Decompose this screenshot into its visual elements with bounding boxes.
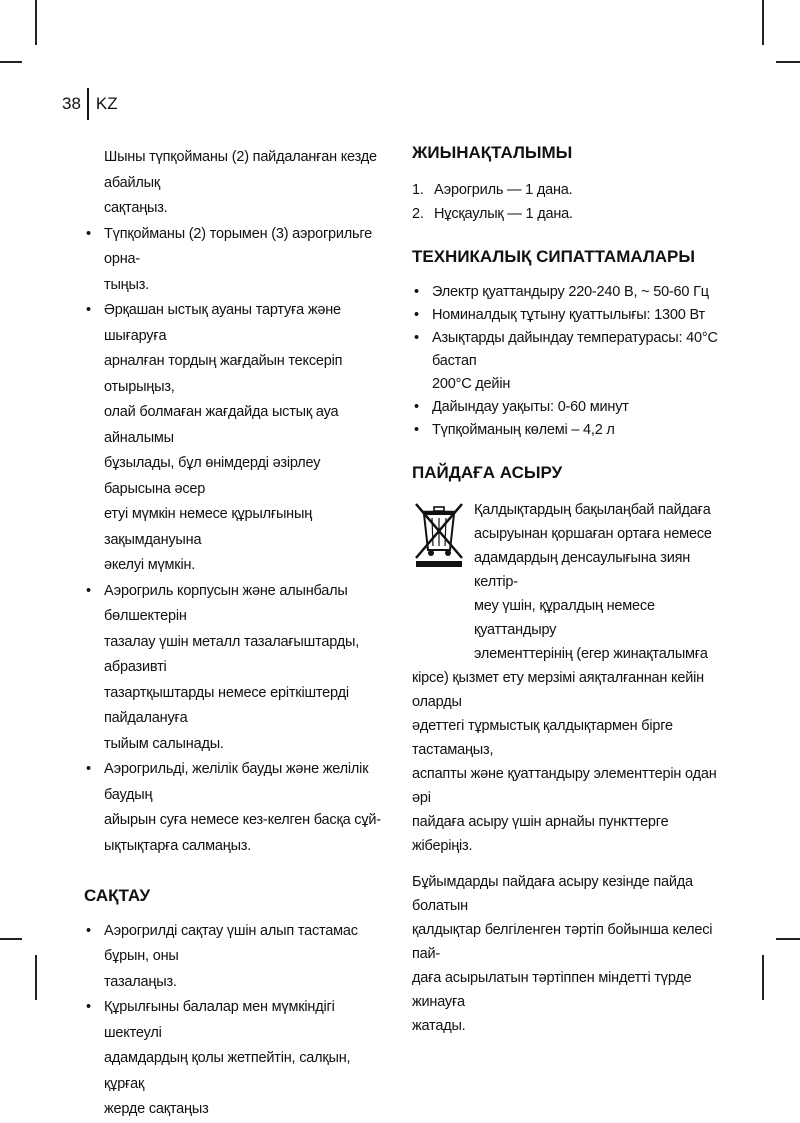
text-line: тазалау үшін металл тазалағыштарды, абразивті	[104, 633, 360, 675]
right-column	[412, 140, 722, 1038]
specs-heading: ТЕХНИКАЛЫҚ СИПАТТАМАЛАРЫ	[412, 246, 696, 266]
text-line: • Түпқойманың көлемі – 4,2 л	[432, 422, 615, 438]
text-line: меу үшін, құралдың немесе қуаттандыру	[474, 597, 655, 638]
text-line: • Дайындау уақыты: 0-60 минут	[432, 399, 629, 415]
text-line: • Азықтарды дайындау температурасы: 40°С бастап	[432, 330, 718, 369]
list-item	[412, 327, 722, 396]
item-text: Нұсқаулық — 1 дана.	[434, 205, 573, 222]
contents-list	[412, 178, 722, 226]
text-line: сақтаңыз.	[104, 200, 168, 216]
storage-heading: САҚТАУ	[84, 886, 151, 905]
disposal-paragraph-2	[412, 870, 722, 1038]
text-line: Қалдықтардың бақылаңбай пайдаға	[474, 501, 711, 518]
text-line: тыйым салынады.	[104, 735, 224, 752]
text-line: 200°С дейін	[432, 376, 511, 392]
item-text: Аэрогриль — 1 дана.	[434, 181, 573, 198]
list-item	[412, 396, 722, 419]
text-line: бұзылады, бұл өнімдерді әзірлеу барысына әсер	[104, 455, 321, 497]
crop-mark	[35, 0, 37, 45]
list-item	[84, 298, 384, 579]
contents-heading: ЖИЫНАҚТАЛЫМЫ	[412, 143, 573, 162]
crop-mark	[0, 938, 22, 940]
disposal-text	[412, 666, 722, 858]
text-line: • Номиналдық тұтыну қуаттылығы: 1300 Вт	[432, 307, 705, 323]
list-item	[84, 757, 384, 859]
text-line: • Аэрогрильді, желілік бауды және желілік баудың	[104, 761, 369, 803]
text-line: әкелуі мүмкін.	[104, 557, 196, 573]
text-line: адамдардың денсаулығына зиян келтір-	[474, 549, 691, 590]
disposal-heading: ПАЙДАҒА АСЫРУ	[412, 463, 563, 482]
text-line: Шыны түпқойманы (2) пайдаланған кезде абайлық	[104, 149, 377, 191]
text-line: даға асырылатын тәртіппен міндетті түрде жинауға	[412, 969, 692, 1010]
intro-text	[84, 145, 384, 222]
list-item	[412, 281, 722, 304]
text-line: олай болмаған жағдайда ыстық ауа айналымы	[104, 404, 339, 446]
list-item	[412, 304, 722, 327]
text-line: асыруынан қоршаған ортаға немесе	[474, 525, 712, 542]
text-line: қалдықтар белгіленген тәртіп бойынша келесі пай-	[412, 921, 713, 962]
text-line: айырын суға немесе кез-келген басқа сұй-	[104, 812, 381, 828]
crop-mark	[0, 61, 22, 63]
storage-bullet-list	[84, 919, 384, 1123]
text-line: пайдаға асыру үшін арнайы пункттерге жіберіңіз.	[412, 813, 669, 854]
care-bullet-list	[84, 222, 384, 860]
list-item	[84, 995, 384, 1123]
text-line: • Аэрогрилді сақтау үшін алып тастамас бұрын, оны	[104, 922, 358, 964]
list-item	[84, 222, 384, 299]
item-number: 1.	[412, 181, 424, 198]
item-number: 2.	[412, 205, 424, 222]
text-line: тазалаңыз.	[104, 973, 177, 990]
header-divider	[87, 88, 89, 120]
crop-mark	[776, 61, 800, 63]
list-item	[84, 579, 384, 758]
text-line: жерде сақтаңыз	[104, 1101, 209, 1117]
page-header	[62, 88, 118, 120]
text-line: • Электр қуаттандыру 220-240 В, ~ 50-60 Гц	[432, 284, 709, 300]
crossed-out-wheelie-bin-icon	[412, 500, 466, 568]
page-number: 38	[62, 94, 81, 113]
text-line: элементтерінің (егер жинақталымға	[474, 645, 708, 662]
text-line: тазартқыштарды немесе еріткіштерді пайдалануға	[104, 684, 349, 726]
text-line: аспапты және қуаттандыру элементтерін одан әрі	[412, 765, 717, 806]
text-line: әдеттегі тұрмыстық қалдықтармен бірге тастамаңыз,	[412, 717, 673, 758]
disposal-section	[412, 498, 722, 1038]
text-line: ықтықтарға салмаңыз.	[104, 837, 252, 854]
language-code: KZ	[95, 94, 118, 113]
list-item	[412, 178, 722, 202]
text-line: адамдардың қолы жетпейтін, салқын, құрғақ	[104, 1050, 351, 1092]
text-line: • Әрқашан ыстық ауаны тартуға және шығаруға	[104, 302, 341, 344]
left-column	[84, 145, 384, 1123]
list-item	[84, 919, 384, 996]
crop-mark	[762, 0, 764, 45]
list-item	[412, 419, 722, 442]
text-line: Бұйымдарды пайдаға асыру кезінде пайда болатын	[412, 873, 693, 914]
text-line: • Аэрогриль корпусын және алынбалы бөлшектерін	[104, 582, 348, 624]
crop-mark	[762, 955, 764, 1000]
specs-list	[412, 281, 722, 442]
text-line: жатады.	[412, 1017, 466, 1034]
text-line: арналған тордың жағдайын тексеріп отырыңыз,	[104, 353, 343, 395]
crop-mark	[776, 938, 800, 940]
text-line: • Құрылғыны балалар мен мүмкіндігі шектеулі	[104, 999, 335, 1041]
text-line: • Түпқойманы (2) торымен (3) аэрогрильге орна-	[104, 225, 373, 267]
crop-mark	[35, 955, 37, 1000]
text-line: кірсе) қызмет ету мерзімі аяқталғаннан кейін оларды	[412, 669, 704, 710]
text-line: тыңыз.	[104, 276, 149, 293]
text-line: етуі мүмкін немесе құрылғының зақымдануына	[104, 506, 313, 548]
list-item	[412, 202, 722, 226]
